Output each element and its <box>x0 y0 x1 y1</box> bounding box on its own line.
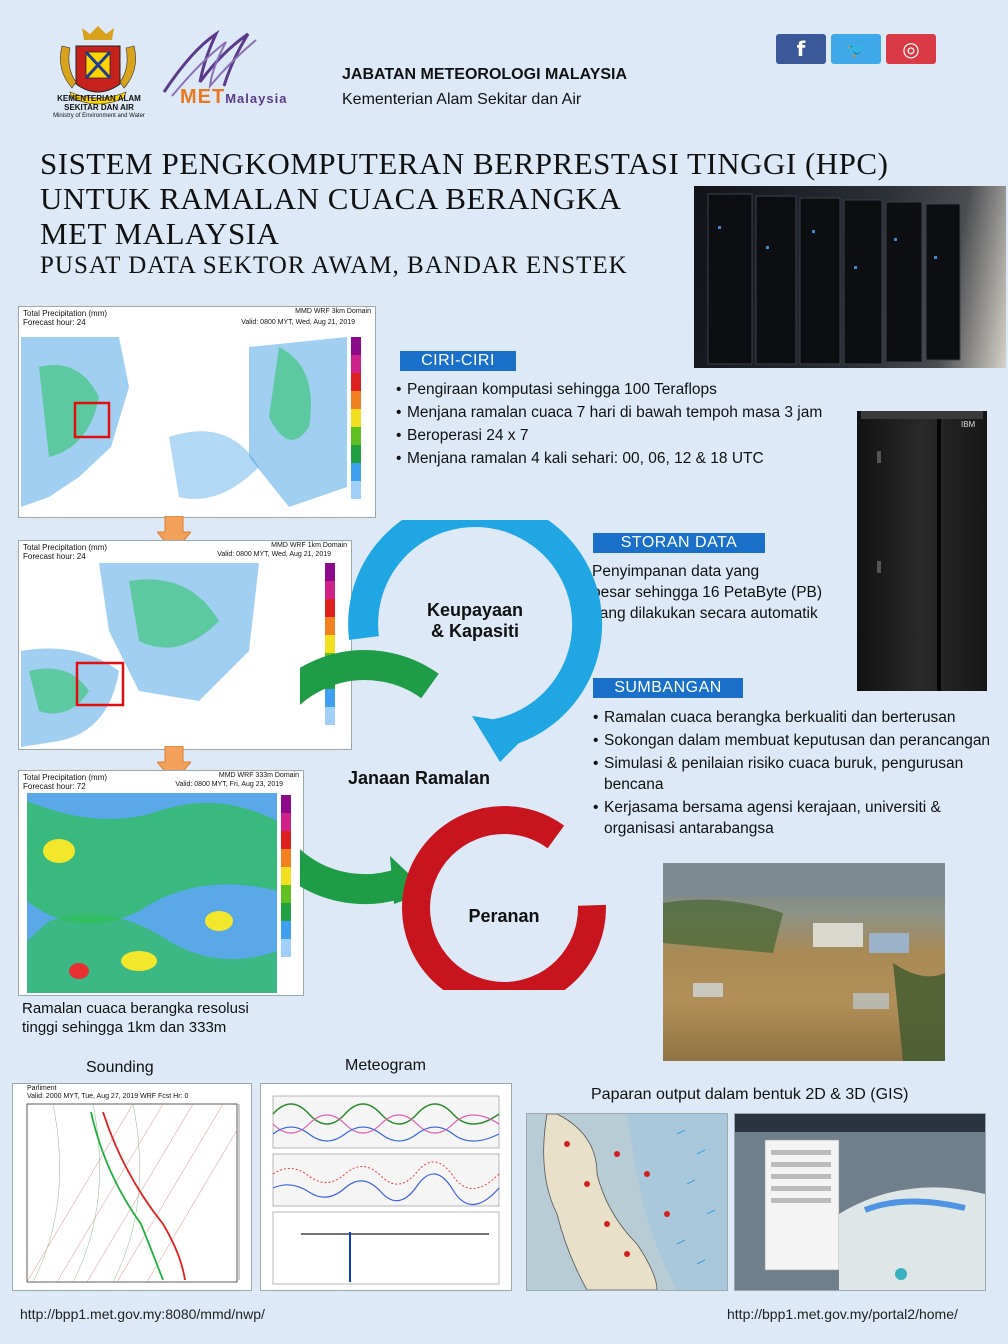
agency-name: JABATAN METEOROLOGI MALAYSIA <box>342 66 628 83</box>
met-malaysia-wordmark: METMalaysia <box>180 86 288 108</box>
list-item: • Pengiraan komputasi sehingga 100 Teraflops <box>396 379 836 400</box>
nwp-url-link[interactable]: http://bpp1.met.gov.my:8080/mmd/nwp/ <box>20 1306 265 1322</box>
cycle-diagram <box>300 520 610 990</box>
storage-rack-photo <box>857 411 987 691</box>
list-item: • Menjana ramalan cuaca 7 hari di bawah tempoh masa 3 jam <box>396 402 836 423</box>
sounding-chart-title: Parliment <box>27 1085 57 1092</box>
sounding-valid: Valid: 2000 MYT, Tue, Aug 27, 2019 WRF Fcst Hr: 0 <box>27 1093 189 1100</box>
list-item: • Simulasi & penilaian risiko cuaca buruk, pengurusan bencana <box>593 753 998 795</box>
precip-map-333m <box>18 770 304 996</box>
resolution-caption <box>22 999 249 1037</box>
ministry-logo-text: KEMENTERIAN ALAM SEKITAR DAN AIR Ministry of Environment and Water <box>53 94 145 119</box>
list-item: • Menjana ramalan 4 kali sehari: 00, 06, 12 & 18 UTC <box>396 448 836 469</box>
map2-valid: Valid: 0800 MYT, Wed, Aug 21, 2019 <box>217 551 331 558</box>
map1-title: Total Precipitation (mm) Forecast hour: 24 <box>23 309 108 327</box>
cycle-label-keupayaan-line2: & Kapasiti <box>430 621 520 641</box>
gis-3d-map <box>734 1113 986 1291</box>
sounding-chart <box>12 1083 252 1291</box>
map3-title: Total Precipitation (mm) Forecast hour: 72 <box>23 773 108 791</box>
map3-valid: Valid: 0800 MYT, Fri, Aug 23, 2019 <box>175 781 283 788</box>
list-item: • Sokongan dalam membuat keputusan dan perancangan <box>593 730 998 751</box>
list-item: • Kerjasama bersama agensi kerajaan, universiti & organisasi antarabangsa <box>593 797 998 839</box>
map2-title: Total Precipitation (mm) Forecast hour: 24 <box>23 543 108 561</box>
title-line-2: UNTUK RAMALAN CUACA BERANGKA <box>40 181 622 216</box>
storan-line-2: besar sehingga 16 PetaByte (PB) <box>592 584 823 601</box>
ciri-list <box>396 379 836 471</box>
list-item: • Ramalan cuaca berangka berkualiti dan berterusan <box>593 707 998 728</box>
map2-domain: MMD WRF 1km Domain <box>271 542 347 549</box>
storan-heading: STORAN DATA <box>593 533 765 553</box>
gis-2d-map <box>526 1113 728 1291</box>
meteogram-chart <box>260 1083 512 1291</box>
ciri-heading: CIRI-CIRI <box>400 351 516 371</box>
twitter-icon[interactable] <box>831 34 881 64</box>
list-item: • Beroperasi 24 x 7 <box>396 425 836 446</box>
twitter-glyph: 🐦 <box>846 39 866 59</box>
hpc-server-photo <box>694 186 1006 368</box>
storage-brand-label: IBM <box>961 420 976 429</box>
facebook-glyph: f <box>796 37 806 61</box>
storan-line-3: yang dilakukan secara automatik <box>592 605 818 622</box>
map3-domain: MMD WRF 333m Domain <box>218 772 299 779</box>
caption-line-2: tinggi sehingga 1km dan 333m <box>22 1019 227 1036</box>
cycle-label-keupayaan <box>410 600 540 642</box>
storan-line-1: Penyimpanan data yang <box>592 563 760 580</box>
caption-line-1: Ramalan cuaca berangka resolusi <box>22 1000 249 1017</box>
cycle-label-peranan: Peranan <box>468 906 540 926</box>
map1-domain: MMD WRF 3km Domain <box>295 308 371 315</box>
agency-ministry: Kementerian Alam Sekitar dan Air <box>342 91 582 108</box>
sumbangan-list <box>593 707 998 841</box>
instagram-glyph: ◎ <box>902 37 920 61</box>
map1-valid: Valid: 0800 MYT, Wed, Aug 21, 2019 <box>241 319 355 326</box>
precip-map-3km <box>18 306 376 518</box>
gis-title: Paparan output dalam bentuk 2D & 3D (GIS) <box>591 1086 909 1103</box>
sumbangan-heading: SUMBANGAN <box>593 678 743 698</box>
storan-text <box>592 561 842 624</box>
portal-url-link[interactable]: http://bpp1.met.gov.my/portal2/home/ <box>727 1306 958 1322</box>
title-line-3: MET MALAYSIA <box>40 216 280 251</box>
facebook-icon[interactable] <box>776 34 826 64</box>
meteogram-title: Meteogram <box>345 1057 426 1074</box>
title-subtitle: PUSAT DATA SEKTOR AWAM, BANDAR ENSTEK <box>40 252 628 279</box>
instagram-icon[interactable] <box>886 34 936 64</box>
cycle-label-keupayaan-line1: Keupayaan <box>426 600 524 620</box>
title-line-1: SISTEM PENGKOMPUTERAN BERPRESTASI TINGGI (HPC) <box>40 146 889 181</box>
cycle-label-janaan: Janaan Ramalan <box>347 768 491 788</box>
flood-aerial-photo <box>663 863 945 1061</box>
sounding-title: Sounding <box>86 1059 154 1076</box>
